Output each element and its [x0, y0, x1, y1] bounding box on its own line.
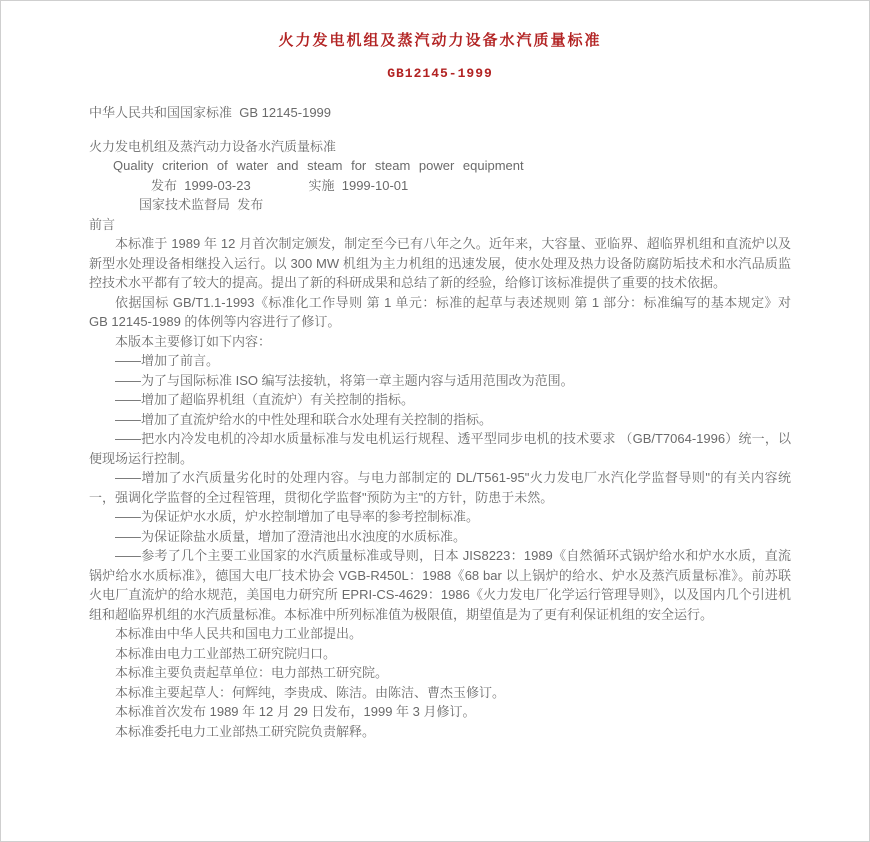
revision-item: ——增加了水汽质量劣化时的处理内容。与电力部制定的 DL/T561-95"火力发电厂水汽化学监督导则"的有关内容统一，强调化学监督的全过程管理，贯彻化学监督"预防为主"的方针，防患于未然。	[89, 470, 791, 505]
attribution-line: 本标准主要负责起草单位：电力部热工研究院。	[115, 665, 389, 680]
issue-implementation-dates: 发布 1999-03-23 实施 1999-10-01	[151, 177, 409, 193]
revision-item: ——增加了前言。	[115, 353, 220, 368]
revision-item: ——为了与国际标准 ISO 编写法接轨，将第一章主题内容与适用范围改为范围。	[115, 372, 574, 388]
revision-item: ——把水内冷发电机的冷却水质量标准与发电机运行规程、透平型同步电机的技术要求 （GB/T7064-1996）统一，以便现场运行控制。	[89, 431, 791, 466]
doc-standard-number: GB12145-1999	[387, 66, 493, 81]
document-body	[1, 1, 869, 741]
english-title-line: Quality criterion of water and steam for steam power equipment	[113, 158, 524, 173]
foreword-paragraph: 依据国标 GB/T1.1-1993《标准化工作导则 第 1 单元：标准的起草与表述规则 第 1 部分：标准编写的基本规定》对 GB 12145-1989 的体例等内容进行了修订。	[89, 294, 791, 329]
revision-item: ——为保证炉水水质，炉水控制增加了电导率的参考控制标准。	[115, 509, 480, 524]
attribution-line: 本标准主要起草人：何辉纯，李贵成、陈洁。由陈洁、曹杰玉修订。	[115, 684, 506, 700]
doc-title: 火力发电机组及蒸汽动力设备水汽质量标准	[278, 32, 602, 49]
national-standard-line: 中华人民共和国国家标准 GB 12145-1999	[89, 105, 332, 120]
revision-item: ——增加了超临界机组（直流炉）有关控制的指标。	[115, 392, 415, 407]
revision-item: ——为保证除盐水质量，增加了澄清池出水浊度的水质标准。	[115, 528, 467, 544]
revision-item: ——增加了直流炉给水的中性处理和联合水处理有关控制的指标。	[115, 411, 493, 427]
foreword-heading: 前言	[89, 216, 116, 232]
foreword-paragraph: 本标准于 1989 年 12 月首次制定颁发，制定至今已有八年之久。近年来，大容量、亚临界、超临界机组和直流炉以及新型水处理设备相继投入运行。以 300 MW 机组为主力机组的迅速发展，使水处理及热力设备防腐防垢技术和水汽品质监控技术水平都有了较大的提高。提出了新的科研成果和总结了新的经验，给修订该标准提供了重要的技术依据。	[89, 236, 791, 290]
attribution-line: 本标准由中华人民共和国电力工业部提出。	[115, 626, 363, 641]
issuing-authority-line: 国家技术监督局 发布	[139, 197, 264, 212]
attribution-line: 本标准委托电力工业部热工研究院负责解释。	[115, 723, 376, 739]
attribution-line: 本标准由电力工业部热工研究院归口。	[115, 645, 337, 661]
revision-item: ——参考了几个主要工业国家的水汽质量标准或导则，日本 JIS8223：1989《自然循环式锅炉给水和炉水水质，直流锅炉给水水质标准》，德国大电厂技术协会 VGB-R450L：1988《68 bar 以上锅炉的给水、炉水及蒸汽质量标准》。前苏联火电厂直流炉的给水规范，美国电力研究所 EPRI-CS-4629：1986《火力发电厂化学运行管理导则》，以及国内几个引进机组和超临界机组的水汽质量标准。本标准中所列标准值为极限值，期望值是为了更有利保证机组的安全运行。	[89, 548, 791, 622]
attribution-line: 本标准首次发布 1989 年 12 月 29 日发布，1999 年 3 月修订。	[115, 704, 476, 719]
chinese-title-line: 火力发电机组及蒸汽动力设备水汽质量标准	[89, 138, 337, 154]
revision-intro-line: 本版本主要修订如下内容：	[115, 333, 272, 349]
